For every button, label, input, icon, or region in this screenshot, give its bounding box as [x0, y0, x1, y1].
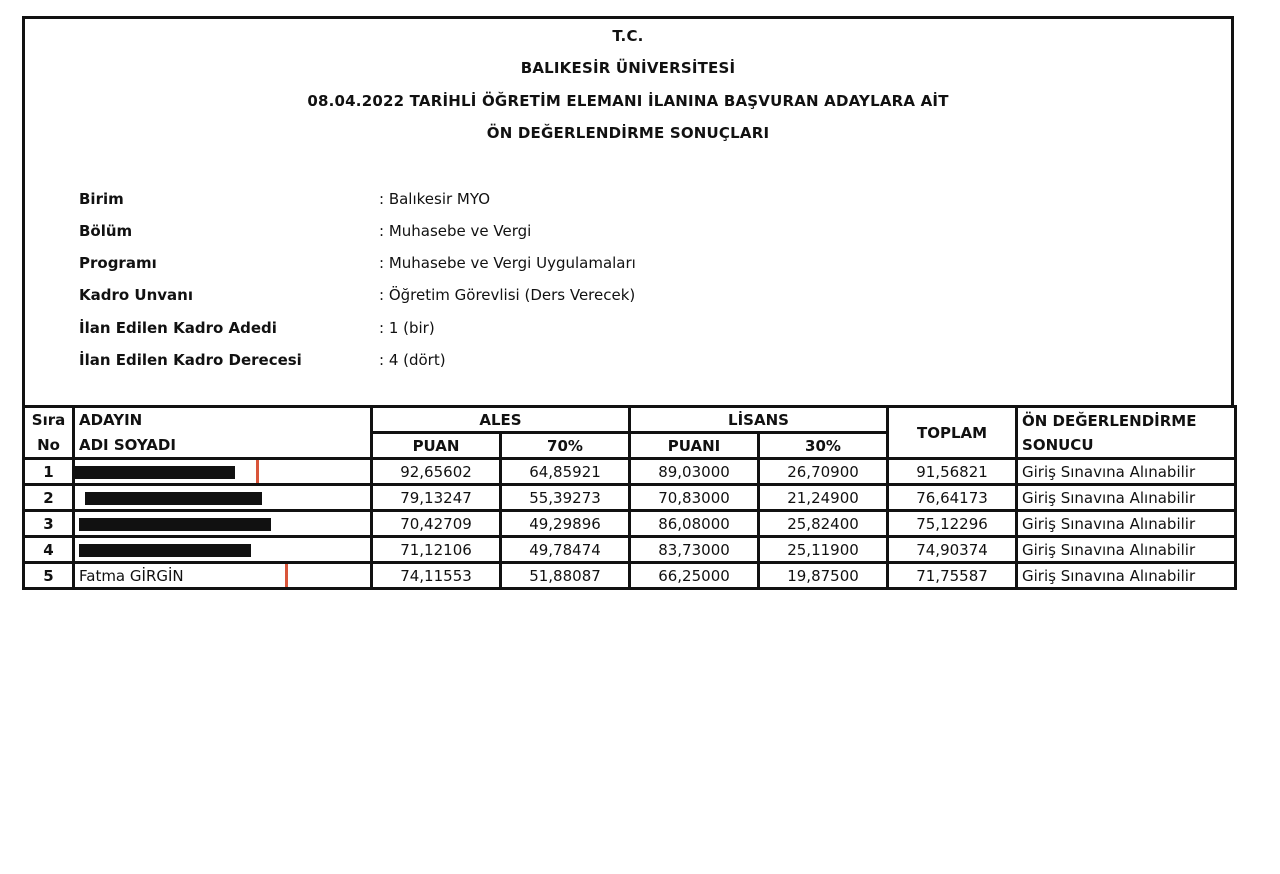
table-row	[24, 485, 1236, 511]
col-header-lisans-puani: PUANI	[630, 433, 759, 459]
redaction-bar	[79, 518, 271, 531]
candidate-name-cell	[74, 537, 372, 563]
header-title: ÖN DEĞERLENDİRME SONUÇLARI	[486, 124, 770, 142]
table-row	[24, 563, 1236, 589]
lisans-30: 21,24900	[759, 485, 888, 511]
col-header-no: No	[24, 433, 74, 459]
ales-puan: 92,65602	[372, 459, 501, 485]
info-value: : 4 (dört)	[379, 351, 446, 369]
highlight-box	[74, 563, 289, 589]
ales-puan: 79,13247	[372, 485, 501, 511]
col-header-sonuc: ÖN DEĞERLENDİRME SONUCU	[1017, 407, 1236, 459]
row-no: 1	[24, 459, 74, 485]
info-value: : Balıkesir MYO	[379, 190, 491, 208]
lisans-30: 25,11900	[759, 537, 888, 563]
col-header-ales-70: 70%	[501, 433, 630, 459]
row-no: 5	[24, 563, 74, 589]
header-announcement: 08.04.2022 TARİHLİ ÖĞRETİM ELEMANI İLANINA BAŞVURAN ADAYLARA AİT	[307, 92, 949, 110]
info-value: : Muhasebe ve Vergi	[379, 222, 532, 240]
results-table	[22, 405, 1237, 590]
header-university: BALIKESİR ÜNİVERSİTESİ	[520, 59, 736, 77]
header-line-tc: T.C.	[612, 27, 644, 45]
highlight-box	[74, 459, 260, 485]
col-header-sira: Sıra	[24, 407, 74, 433]
lisans-30: 25,82400	[759, 511, 888, 537]
ales-puan: 70,42709	[372, 511, 501, 537]
ales-70: 49,29896	[501, 511, 630, 537]
info-label: Kadro Unvanı	[79, 286, 193, 304]
table-row	[24, 459, 1236, 485]
redaction-bar	[79, 544, 251, 557]
row-no: 2	[24, 485, 74, 511]
info-label: İlan Edilen Kadro Adedi	[79, 319, 277, 337]
ales-70: 51,88087	[501, 563, 630, 589]
ales-70: 64,85921	[501, 459, 630, 485]
toplam: 91,56821	[888, 459, 1017, 485]
info-value: : Öğretim Görevlisi (Ders Verecek)	[379, 286, 636, 304]
col-header-adi-soyadi: ADI SOYADI	[74, 433, 372, 459]
candidate-name: Fatma GİRGİN	[79, 566, 184, 585]
lisans-30: 19,87500	[759, 563, 888, 589]
lisans-puani: 89,03000	[630, 459, 759, 485]
col-header-lisans: LİSANS	[630, 407, 888, 433]
row-no: 3	[24, 511, 74, 537]
lisans-puani: 83,73000	[630, 537, 759, 563]
lisans-puani: 66,25000	[630, 563, 759, 589]
info-label: Bölüm	[79, 222, 133, 240]
candidate-name-cell	[74, 563, 372, 589]
sonuc: Giriş Sınavına Alınabilir	[1017, 511, 1236, 537]
toplam: 75,12296	[888, 511, 1017, 537]
lisans-30: 26,70900	[759, 459, 888, 485]
ales-puan: 71,12106	[372, 537, 501, 563]
lisans-puani: 86,08000	[630, 511, 759, 537]
toplam: 76,64173	[888, 485, 1017, 511]
info-value: : Muhasebe ve Vergi Uygulamaları	[379, 254, 636, 272]
toplam: 74,90374	[888, 537, 1017, 563]
ales-70: 55,39273	[501, 485, 630, 511]
info-label: Birim	[79, 190, 124, 208]
sonuc: Giriş Sınavına Alınabilir	[1017, 485, 1236, 511]
table-row	[24, 511, 1236, 537]
toplam: 71,75587	[888, 563, 1017, 589]
redaction-bar	[85, 492, 262, 505]
candidate-name-cell	[74, 511, 372, 537]
col-header-adayin: ADAYIN	[74, 407, 372, 433]
sonuc: Giriş Sınavına Alınabilir	[1017, 459, 1236, 485]
sonuc: Giriş Sınavına Alınabilir	[1017, 563, 1236, 589]
row-no: 4	[24, 537, 74, 563]
candidate-name-cell	[74, 485, 372, 511]
lisans-puani: 70,83000	[630, 485, 759, 511]
col-header-toplam: TOPLAM	[888, 407, 1017, 459]
ales-70: 49,78474	[501, 537, 630, 563]
col-header-ales: ALES	[372, 407, 630, 433]
info-value: : 1 (bir)	[379, 319, 435, 337]
ales-puan: 74,11553	[372, 563, 501, 589]
header-box	[22, 16, 1234, 406]
info-label: İlan Edilen Kadro Derecesi	[79, 351, 302, 369]
table-row	[24, 537, 1236, 563]
document-page	[22, 16, 1234, 636]
table-header-row-1	[24, 407, 1236, 433]
candidate-name-cell	[74, 459, 372, 485]
info-label: Programı	[79, 254, 157, 272]
col-header-ales-puan: PUAN	[372, 433, 501, 459]
col-header-lisans-30: 30%	[759, 433, 888, 459]
sonuc: Giriş Sınavına Alınabilir	[1017, 537, 1236, 563]
